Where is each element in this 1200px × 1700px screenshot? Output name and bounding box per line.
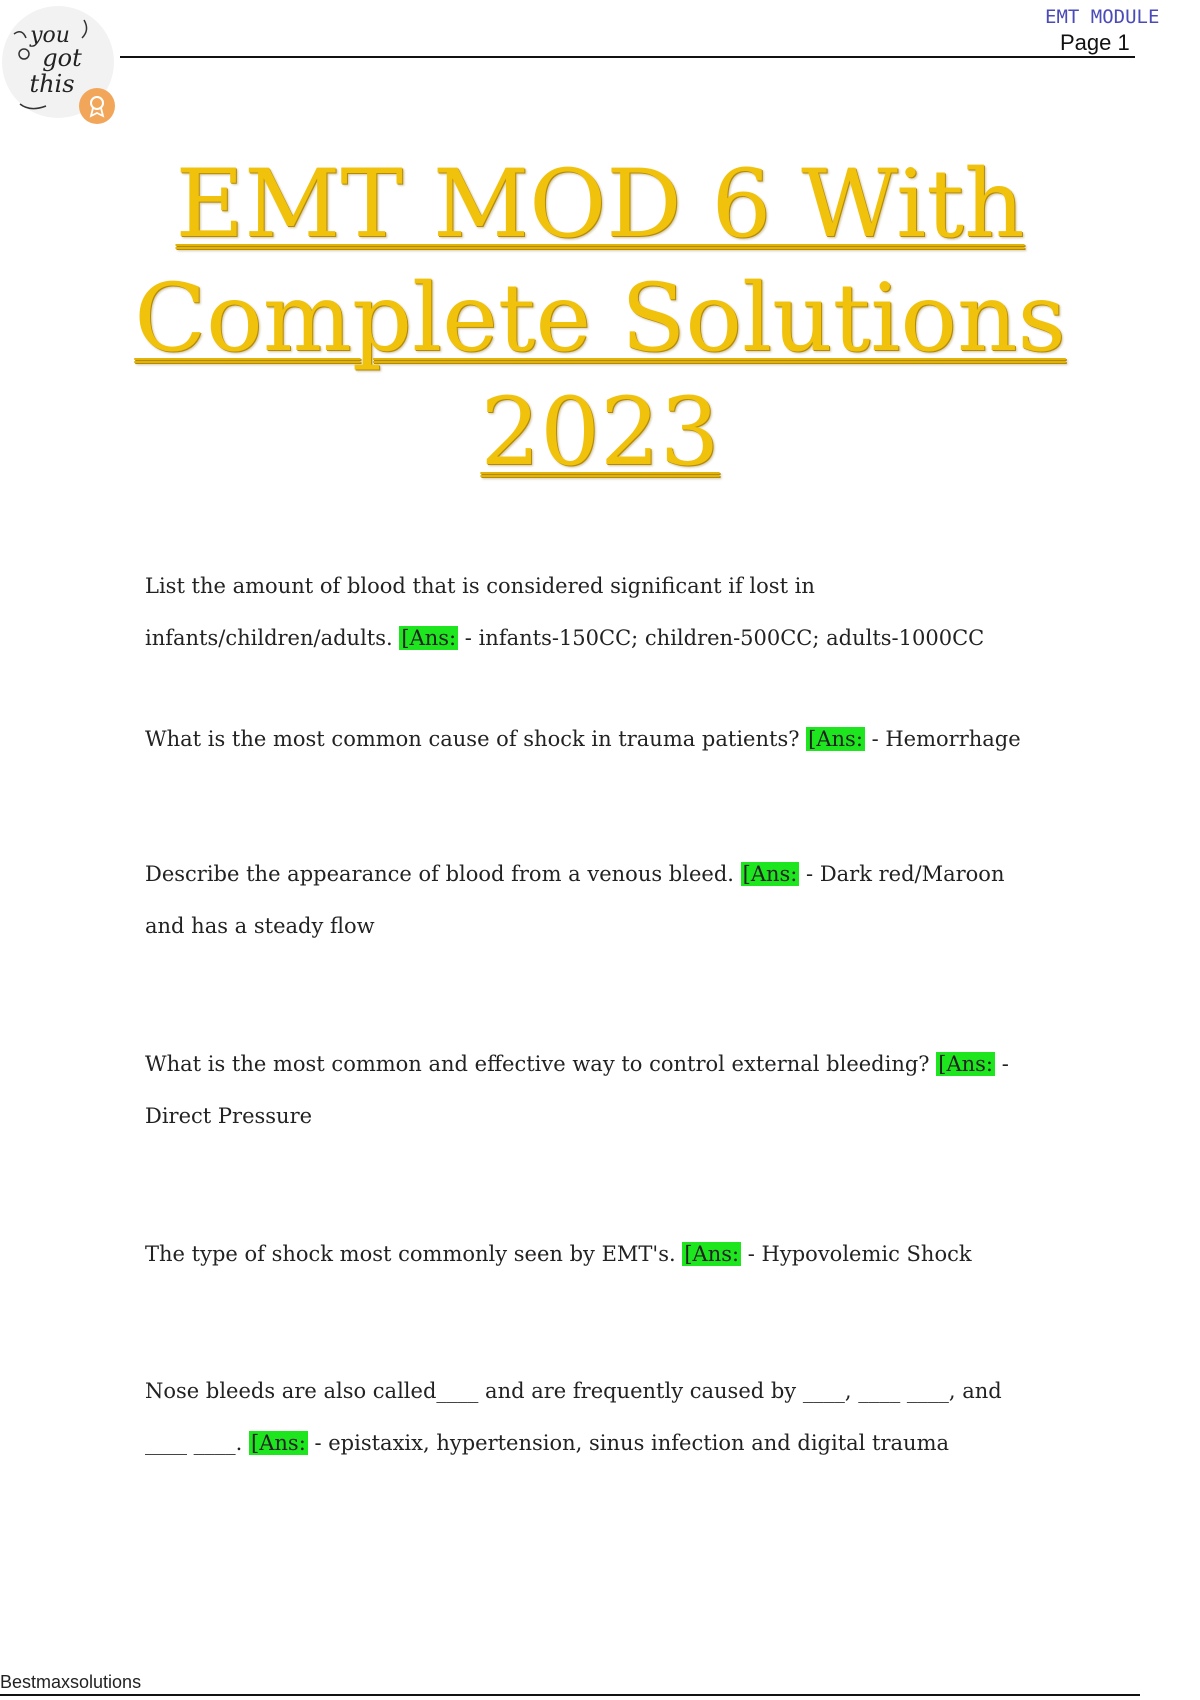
answer-label: [Ans: [808,727,863,751]
qa-item-1 [145,560,1045,664]
you-got-this-logo [0,4,122,126]
header-module-label: EMT MODULE [1045,6,1160,28]
svg-text:this: this [29,70,75,98]
answer-text: - Hypovolemic Shock [741,1242,972,1266]
logo-icon [0,4,122,126]
svg-text:got: got [42,44,82,72]
qa-item-5 [145,1228,1045,1280]
question-text: Nose bleeds are also called____ and are frequently caused by ____, ____ ____, and ____ ____. [145,1379,1002,1455]
question-text: Describe the appearance of blood from a venous bleed. [145,862,734,886]
answer-text: - infants-150CC; children-500CC; adults-1000CC [458,626,985,650]
answer-label: [Ans: [938,1052,994,1076]
qa-item-3 [145,848,1045,952]
footer-divider [0,1694,1140,1696]
question-text: The type of shock most commonly seen by EMT's. [145,1242,676,1266]
question-text: List the amount of blood that is considered significant if lost in infants/children/adults. [145,574,815,650]
question-text: What is the most common and effective way to control external bleeding? [145,1052,930,1076]
question-text: What is the most common cause of shock in trauma patients? [145,727,800,751]
answer-text: - Dark red/Maroon and has a steady flow [145,862,1005,938]
svg-text:you: you [30,23,70,48]
qa-item-2 [145,713,1045,765]
header-page-number: Page 1 [1060,30,1130,55]
answer-label: [Ans: [684,1242,740,1266]
answer-label: [Ans: [401,626,457,650]
document-title: EMT MOD 6 With Complete Solutions 2023 [134,150,1066,487]
qa-item-4 [145,1038,1045,1142]
footer-brand: Bestmaxsolutions [0,1672,142,1692]
header-divider [120,56,1135,58]
qa-item-6 [145,1365,1045,1469]
answer-text: - Direct Pressure [145,1052,1009,1128]
answer-label: [Ans: [251,1431,306,1455]
answer-label: [Ans: [742,862,798,886]
answer-text: - epistaxix, hypertension, sinus infection and digital trauma [307,1431,950,1455]
answer-text: - Hemorrhage [864,727,1021,751]
